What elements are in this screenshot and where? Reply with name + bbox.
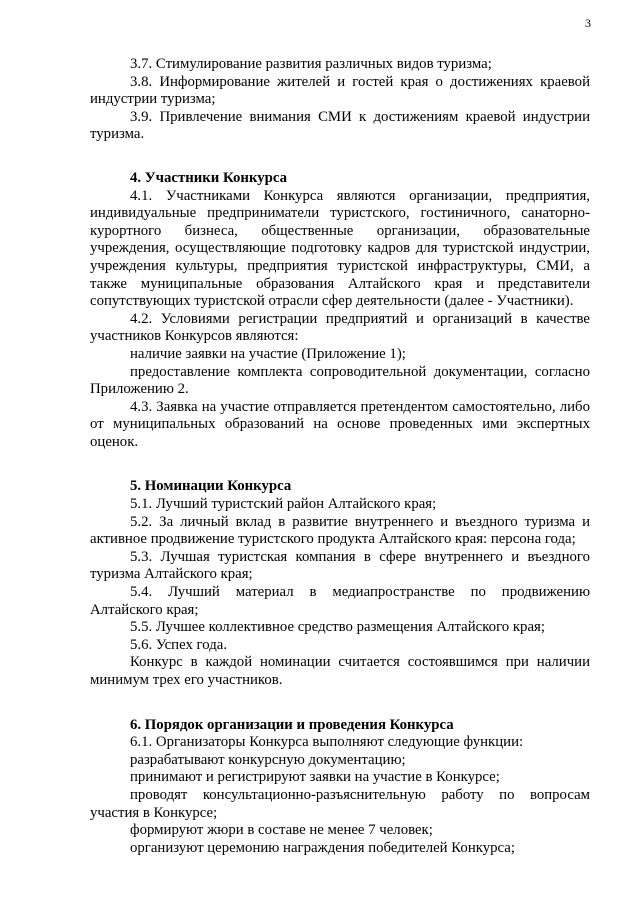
function-item-1: разрабатывают конкурсную документацию;	[130, 751, 406, 768]
nomination-5-1: 5.1. Лучший туристский район Алтайского края;	[130, 496, 437, 513]
function-item-4: формируют жюри в составе не менее 7 человек;	[130, 822, 433, 839]
document-body	[90, 56, 590, 857]
nomination-5-3: 5.3. Лучшая туристская компания в сфере внутреннего и въездного туризма Алтайского края;	[90, 548, 590, 583]
function-item-2: принимают и регистрируют заявки на участие в Конкурсе;	[130, 769, 500, 786]
paragraph-5-note: Конкурс в каждой номинации считается состоявшимся при наличии минимум трех его участников.	[90, 654, 590, 688]
nomination-5-6: 5.6. Успех года.	[130, 636, 228, 653]
section-5-heading: 5. Номинации Конкурса	[130, 478, 292, 495]
page-number: 3	[585, 16, 591, 30]
function-item-3: проводят консультационно-разъяснительную работу по вопросам участия в Конкурсе;	[90, 786, 590, 821]
paragraph-4-2: 4.2. Условиями регистрации предприятий и организаций в качестве участников Конкурсов являются:	[90, 310, 590, 345]
paragraph-4-1: 4.1. Участниками Конкурса являются организации, предприятия, индивидуальные предприниматели туристского, гостиничного, санаторно-курортного бизнеса, общественные организации, образовательные учреждения, осуществляющие подготовку кадров для туристской индустрии, учреждения культуры, предприятия туристской инфраструктуры, СМИ, а также муниципальные образования Алтайского края и представители сопутствующих туристской отрасли сфер деятельности (далее - Участники).	[90, 187, 590, 310]
list-item-4-2-b: предоставление комплекта сопроводительной документации, согласно Приложению 2.	[90, 363, 590, 398]
paragraph-3-7: 3.7. Стимулирование развития различных видов туризма;	[130, 56, 492, 72]
list-item-4-2-a: наличие заявки на участие (Приложение 1);	[130, 345, 406, 362]
nomination-5-2: 5.2. За личный вклад в развитие внутреннего и въездного туризма и активное продвижение туристского продукта Алтайского края: персона года;	[90, 513, 590, 548]
paragraph-3-9: 3.9. Привлечение внимания СМИ к достижениям краевой индустрии туризма.	[90, 108, 590, 143]
nomination-5-4: 5.4. Лучший материал в медиапространстве по продвижению Алтайского края;	[90, 584, 590, 618]
paragraph-4-3: 4.3. Заявка на участие отправляется претендентом самостоятельно, либо от муниципальных образований на основе проведенных ими экспертных оценок.	[90, 398, 590, 450]
paragraph-3-8: 3.8. Информирование жителей и гостей края о достижениях краевой индустрии туризма;	[90, 73, 590, 108]
function-item-5: организуют церемонию награждения победителей Конкурса;	[130, 839, 515, 856]
nomination-5-5: 5.5. Лучшее коллективное средство размещения Алтайского края;	[130, 619, 545, 636]
paragraph-6-1: 6.1. Организаторы Конкурса выполняют следующие функции:	[130, 734, 524, 751]
section-4-heading: 4. Участники Конкурса	[130, 169, 288, 186]
section-6-heading: 6. Порядок организации и проведения Конкурса	[130, 716, 454, 733]
